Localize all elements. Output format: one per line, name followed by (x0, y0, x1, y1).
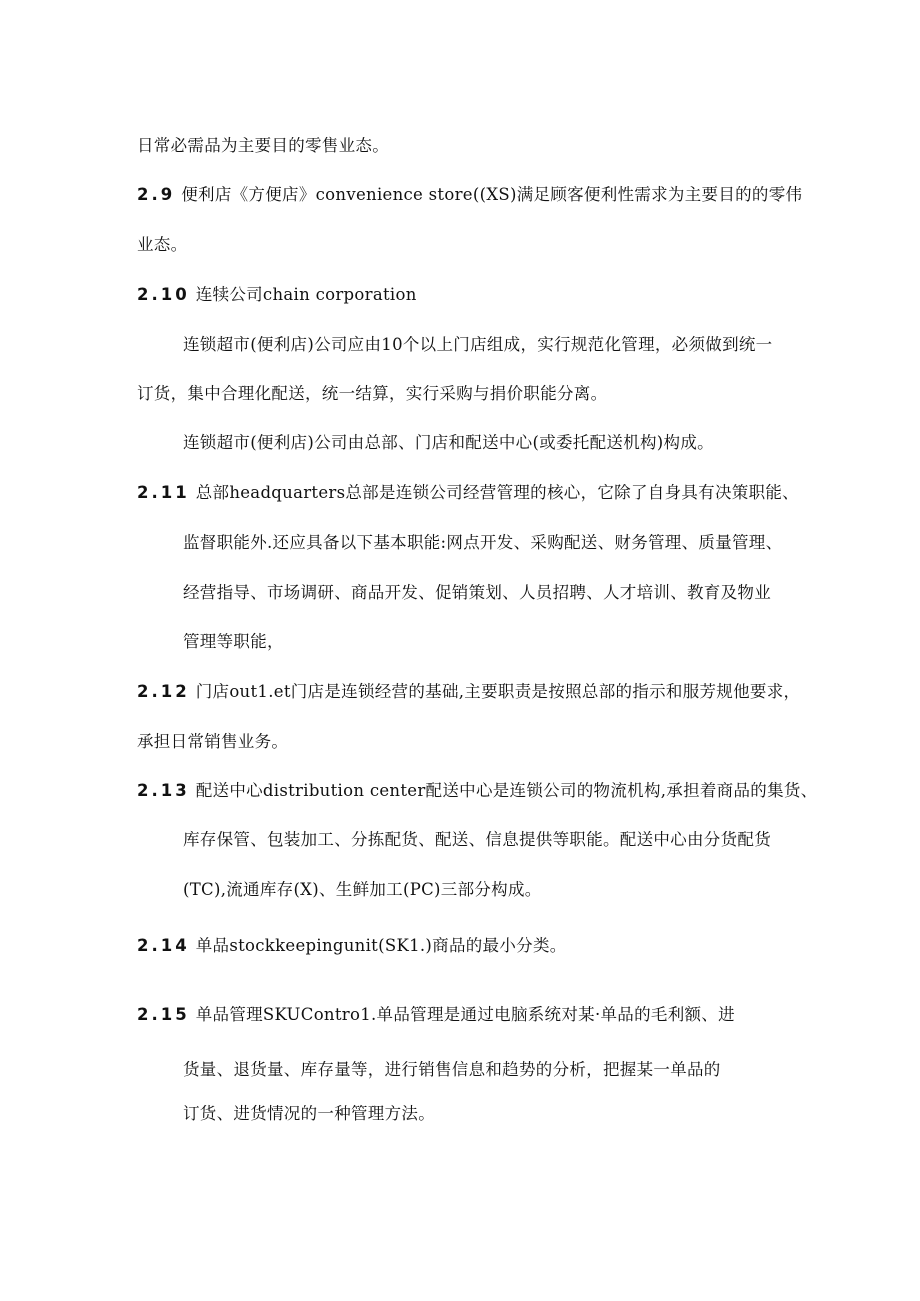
clause-2-14-line: 2.14 单品stockkeepingunit(SK1.)商品的最小分类。 (137, 936, 567, 955)
clause-2-15-line: 2.15 单品管理SKUContro1.单品管理是通过电脑系统对某·单品的毛利额、进 (137, 1005, 735, 1024)
clause-number: 2.14 (137, 936, 190, 955)
clause-2-9-line: 2.9 便利店《方便店》convenience store((XS)满足顾客便利性需求为主要目的的零伟 (137, 185, 803, 204)
clause-2-12-line: 2.12 门店out1.et门店是连锁经营的基础,主要职责是按照总部的指示和服芳规他要求， (137, 682, 801, 701)
paragraph-line: 货量、退货量、库存量等，进行销售信息和趋势的分析，把握某一单品的 (183, 1060, 721, 1079)
paragraph-line: 管理等职能， (183, 632, 284, 651)
clause-number: 2.15 (137, 1005, 190, 1024)
paragraph-line: 承担日常销售业务。 (137, 732, 289, 751)
clause-number: 2.13 (137, 781, 190, 800)
clause-number: 2.11 (137, 483, 190, 502)
paragraph-line: 连锁超市(便利店)公司应由10个以上门店组成，实行规范化管理，必须做到统一 (183, 335, 773, 354)
paragraph-line: 监督职能外.还应具备以下基本职能:网点开发、采购配送、财务管理、质量管理、 (183, 533, 783, 552)
paragraph-line: 库存保管、包装加工、分拣配货、配送、信息提供等职能。配送中心由分货配货 (183, 830, 771, 849)
paragraph-line: 经营指导、市场调研、商品开发、促销策划、人员招聘、人才培训、教育及物业 (183, 583, 771, 602)
clause-2-10-line: 2.10 连犊公司chain corporation (137, 285, 417, 304)
paragraph-line: 业态。 (137, 235, 188, 254)
clause-2-13-line: 2.13 配送中心distribution center配送中心是连锁公司的物流机构,承担着商品的集货、 (137, 781, 818, 800)
paragraph-line: (TC),流通库存(X)、生鲜加工(PC)三部分构成。 (183, 880, 542, 899)
paragraph-line: 连锁超市(便利店)公司由总部、门店和配送中心(或委托配送机构)构成。 (183, 433, 714, 452)
paragraph-line: 日常必需品为主要目的零售业态。 (137, 136, 389, 155)
paragraph-line: 订货，集中合理化配送，统一结算，实行采购与捐价职能分离。 (137, 384, 608, 403)
clause-number: 2.10 (137, 285, 190, 304)
clause-number: 2.12 (137, 682, 190, 701)
clause-number: 2.9 (137, 185, 176, 204)
paragraph-line: 订货、进货情况的一种管理方法。 (183, 1104, 435, 1123)
clause-2-11-line: 2.11 总部headquarters总部是连锁公司经营管理的核心，它除了自身具有决策职能、 (137, 483, 799, 502)
